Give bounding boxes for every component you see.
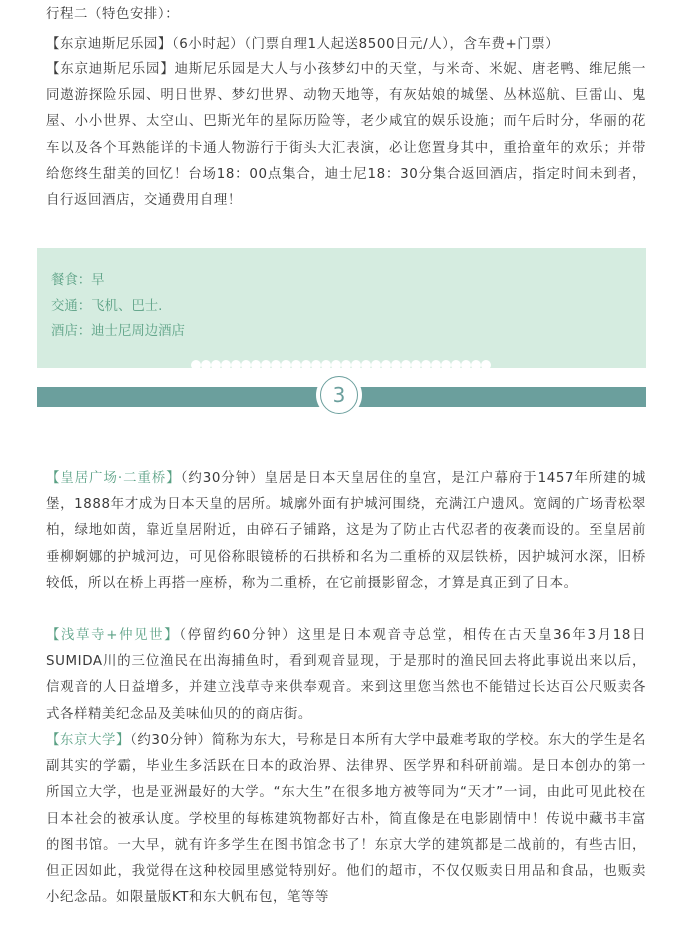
itinerary-heading — [46, 2, 646, 28]
attraction-label: 【浅草寺+仲见世】 — [46, 628, 180, 643]
day-number: 3 — [332, 383, 346, 407]
disney-ticket-line — [46, 32, 646, 58]
attraction-text: （停留约60分钟）这里是日本观音寺总堂，相传在古天皇36年3月18日SUMIDA川的三位渔民在出海捕鱼时，看到观音显现，于是那时的渔民回去将此事说出来以后，信观音的人日益增多，并建立浅草寺来供奉观音。来到这里您当然也不能错过长达百公尺贩卖各式各样精美纪念品及美味仙贝的的商店街。 — [46, 628, 646, 722]
day-number-circle — [320, 376, 358, 414]
attraction-text: （约30分钟）简称为东大，号称是日本所有大学中最难考取的学校。东大的学生是名副其实的学霸，毕业生多活跃在日本的政治界、法律界、医学界和科研前端。是日本创办的第一所国立大学，也是亚洲最好的大学。“东大生”在很多地方被等同为“天才”一词，由此可见此校在日本社会的被承认度。学校里的每栋建筑物都好古朴，简直像是在电影剧情中！传说中藏书丰富的图书馆。一大早，就有许多学生在图书馆念书了！东京大学的建筑都是二战前的，有些古旧，但正因如此，我觉得在这种校园里感觉特别好。他们的超市，不仅仅贩卖日用品和食品，也贩卖小纪念品。如限量版KT和东大帆布包，笔等等 — [46, 733, 646, 906]
disney-ticket-text: （6小时起）（门票自理1人起送8500日元/人），含车费+门票） — [171, 37, 560, 52]
attraction-label: 【皇居广场·二重桥】 — [46, 471, 181, 486]
hotel-info: 酒店：迪士尼周边酒店 — [51, 324, 185, 339]
disney-description-text: 迪斯尼乐园是大人与小孩梦幻中的天堂，与米奇、米妮、唐老鸭、维尼熊一同遨游探险乐园、明日世界、梦幻世界、动物天地等，有灰姑娘的城堡、丛林巡航、巨雷山、鬼屋、小小世界、太空山、巴斯光年的星际历险等，老少咸宜的娱乐设施；而午后时分，华丽的花车以及各个耳熟能详的卡通人物游行于街头大汇表演，必让您置身其中，重拾童年的欢乐；并带给您终生甜美的回忆！台场18：00点集合，迪士尼18：30分集合返回酒店，指定时间未到者，自行返回酒店，交通费用自理！ — [46, 62, 646, 209]
day-number-badge — [316, 372, 362, 418]
disney-description — [46, 57, 646, 214]
meals-info: 餐食：早 — [51, 273, 105, 288]
disney-description-label: 【东京迪斯尼乐园】 — [46, 62, 175, 77]
attraction-text: （约30分钟）皇居是日本天皇居住的皇宫，是江户幕府于1457年所建的城堡，1888年才成为日本天皇的居所。城廓外面有护城河围绕，充满江户遗风。宽阔的广场青松翠柏，绿地如茵，靠近皇居附近，由碎石子铺路，这是为了防止古代忍者的夜袭而设的。至皇居前垂柳婀娜的护城河边，可见俗称眼镜桥的石拱桥和名为二重桥的双层铁桥，因护城河水深，旧桥较低，所以在桥上再搭一座桥，称为二重桥，在它前摄影留念，才算是真正到了日本。 — [46, 471, 646, 591]
day-info-list — [51, 268, 185, 345]
attraction-sensoji — [46, 623, 646, 728]
disney-ticket-label: 【东京迪斯尼乐园】 — [46, 37, 172, 52]
scallop-edge — [191, 360, 491, 370]
attraction-label: 【东京大学】 — [46, 733, 131, 748]
attraction-tokyo-university — [46, 728, 646, 911]
day-info-box — [37, 248, 646, 368]
attraction-imperial-palace — [46, 466, 646, 597]
transport-info: 交通：飞机、巴士. — [51, 298, 163, 314]
itinerary-heading-text: 行程二（特色安排）： — [46, 7, 180, 22]
